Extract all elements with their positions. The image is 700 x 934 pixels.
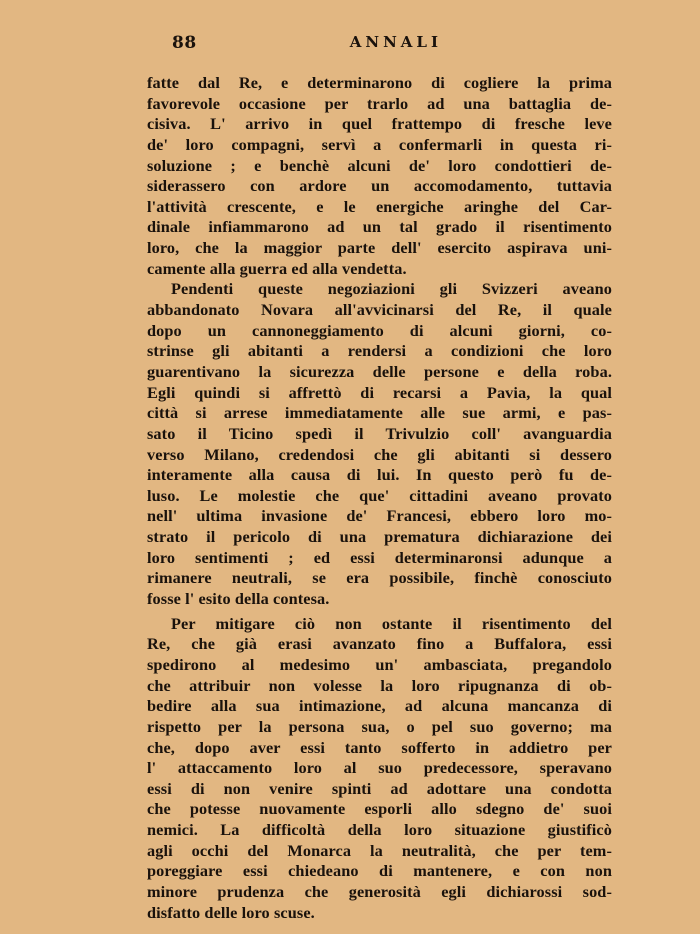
- text-line: disfatto delle loro scuse.: [147, 902, 315, 922]
- text-line: che attribuir non volesse la loro ripugnanza di ob-: [147, 675, 612, 695]
- text-line: essi di non venire spinti ad adottare una condotta: [147, 778, 612, 798]
- text-line: che potesse nuovamente esporli allo sdegno de' suoi: [147, 799, 612, 819]
- text-line: soluzione ; e benchè alcuni de' loro condottieri de-: [147, 155, 612, 175]
- text-line: nell' ultima invasione de' Francesi, ebbero loro mo-: [147, 506, 612, 526]
- paragraph-3: [147, 614, 612, 924]
- text-line: abbandonato Novara all'avvicinarsi del Re, il quale: [147, 300, 612, 320]
- text-line: Pendenti queste negoziazioni gli Svizzeri aveano: [171, 279, 612, 299]
- text-line: luso. Le molestie che que' cittadini aveano provato: [147, 485, 612, 505]
- text-line: loro sentimenti ; ed essi determinaronsi adunque a: [147, 547, 612, 567]
- text-line: fatte dal Re, e determinarono di cogliere la prima: [147, 73, 612, 92]
- paragraph-1: [147, 73, 612, 279]
- text-line: de' loro compagni, servì a confermarli in questa ri-: [147, 134, 612, 154]
- text-line: rispetto per la persona sua, o pel suo governo; ma: [147, 716, 612, 736]
- body-text: [147, 73, 612, 923]
- page-header: [172, 33, 442, 59]
- text-line: città si arrese immediatamente alle sue armi, e pas-: [147, 403, 612, 423]
- text-line: bedire alla sua intimazione, ad alcuna mancanza di: [147, 696, 612, 716]
- text-line: sato il Ticino spedì il Trivulzio coll' avanguardia: [147, 423, 612, 443]
- running-title: ANNALI: [349, 33, 442, 51]
- text-line: loro, che la maggior parte dell' esercito aspirava uni-: [147, 238, 612, 258]
- text-line: nemici. La difficoltà della loro situazione giustificò: [147, 820, 612, 840]
- text-line: rimanere neutrali, se era possibile, finchè conosciuto: [147, 568, 612, 588]
- text-line: strinse gli abitanti a rendersi a condizioni che loro: [147, 341, 612, 361]
- text-line: strato il pericolo di una prematura dichiarazione dei: [147, 527, 612, 547]
- text-line: guarentivano la sicurezza delle persone e della roba.: [147, 361, 612, 381]
- text-line: l'attività crescente, e le energiche aringhe del Car-: [147, 196, 612, 216]
- text-line: poreggiare essi chiedeano di mantenere, e con non: [147, 861, 612, 881]
- page-number: 88: [172, 33, 197, 53]
- text-line: Re, che già erasi avanzato fino a Buffalora, essi: [147, 634, 612, 654]
- text-line: Per mitigare ciò non ostante il risentimento del: [171, 613, 612, 633]
- text-line: spedirono al medesimo un' ambasciata, pregandolo: [147, 654, 612, 674]
- paragraph-2: [147, 279, 612, 609]
- text-line: fosse l' esito della contesa.: [147, 589, 330, 609]
- text-line: siderassero con ardore un accomodamento, tuttavia: [147, 176, 612, 196]
- text-line: l' attaccamento loro al suo predecessore, speravano: [147, 758, 612, 778]
- text-line: agli occhi del Monarca la neutralità, che per tem-: [147, 840, 612, 860]
- text-line: dopo un cannoneggiamento di alcuni giorni, co-: [147, 320, 612, 340]
- text-line: verso Milano, credendosi che gli abitanti si dessero: [147, 444, 612, 464]
- text-line: camente alla guerra ed alla vendetta.: [147, 258, 407, 278]
- text-line: che, dopo aver essi tanto sofferto in addietro per: [147, 737, 612, 757]
- text-line: Egli quindi si affrettò di recarsi a Pavia, la qual: [147, 382, 612, 402]
- text-line: cisiva. L' arrivo in quel frattempo di fresche leve: [147, 114, 612, 134]
- text-line: minore prudenza che generosità egli dichiarossi sod-: [147, 881, 612, 901]
- text-line: dinale infiammarono ad un tal grado il risentimento: [147, 217, 612, 237]
- text-line: favorevole occasione per trarlo ad una battaglia de-: [147, 93, 612, 113]
- text-line: interamente alla causa di lui. In questo però fu de-: [147, 465, 612, 485]
